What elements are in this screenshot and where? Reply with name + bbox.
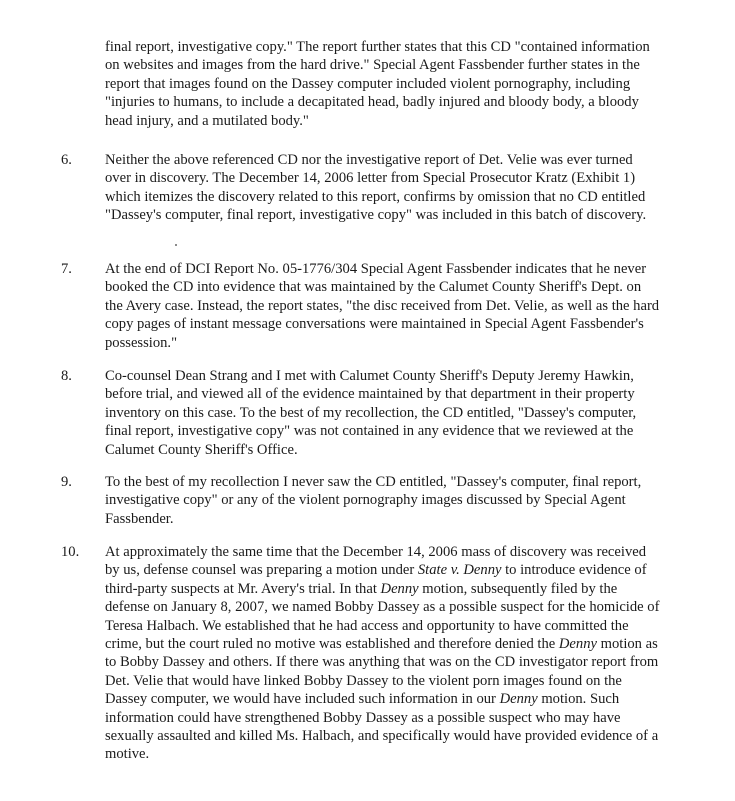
paragraph-number: 7. [61,261,72,277]
text-segment: motion, subsequently filed by the defense on January 8, 2007, we named Bobby Dassey as a possible suspect for the homicide of Teresa Halbach. We established that he had access and opportunity to have committed the crime, but the court ruled no motive was established and therefore denied the [105,580,660,653]
case-name-italic: Denny [499,691,538,708]
paragraph-text: At the end of DCI Report No. 05-1776/304 Special Agent Fassbender indicates that he never booked the CD into evidence that was maintained by the Calumet County Sheriff's Dept. on the Avery case. Instead, the report states, "the disc received from Det. Velie, as well as the hard copy pages of instant message conversations were maintained in Special Agent Fassbender's possession." [105,261,660,351]
paragraph-number: 9. [61,474,72,490]
text-segment: to introduce evidence of third-party suspects at Mr. Avery's trial. In that [105,562,647,597]
case-name-italic: Denny [558,636,597,653]
case-name-italic: State v. Denny [417,562,502,579]
continuation-paragraph: final report, investigative copy." The report further states that this CD "contained information on websites and images from the hard drive." Special Agent Fassbender further states in the report that images found on the Dassey computer included violent pornography, including "injuries to humans, to include a decapitated head, badly injured and bloody body, a bloody head injury, and a mutilated body." [105,39,650,129]
paragraph-text: Co-counsel Dean Strang and I met with Calumet County Sheriff's Deputy Jeremy Hawkin, before trial, and viewed all of the evidence maintained by that department in their property inventory on this case. To the best of my recollection, the CD entitled, "Dassey's computer, final report, investigative copy" was not contained in any evidence that we reviewed at the Calumet County Sheriff's Office. [105,368,637,458]
text-segment: At approximately the same time that the December 14, 2006 mass of discovery was received by us, defense counsel was preparing a motion under [105,544,647,579]
case-name-italic: Denny [380,580,419,597]
paragraph-number: 8. [61,368,72,384]
paragraph-number: 10. [61,544,80,560]
paragraph-text: To the best of my recollection I never saw the CD entitled, "Dassey's computer, final report, investigative copy" or any of the violent pornography images discussed by Special Agent Fassbender. [105,474,642,527]
text-segment: motion as to Bobby Dassey and others. If there was anything that was on the CD investigator report from Det. Velie that would have linked Bobby Dassey to the violent porn images found on the Dassey computer, we would have included such information in our [105,636,659,708]
paragraph-number: 6. [61,152,72,168]
paragraph-text [105,543,660,764]
paragraph-text: Neither the above referenced CD nor the investigative report of Det. Velie was ever turned over in discovery. The December 14, 2006 letter from Special Prosecutor Kratz (Exhibit 1) which itemizes the discovery related to this report, confirms by omission that no CD entitled "Dassey's computer, final report, investigative copy" was included in this batch of discovery. [105,152,647,224]
scan-speck [175,244,177,246]
text-segment: motion. Such information could have strengthened Bobby Dassey as a possible suspect who may have sexually assaulted and killed Ms. Halbach, and specifically would have provided evidence of a motive. [105,691,659,763]
